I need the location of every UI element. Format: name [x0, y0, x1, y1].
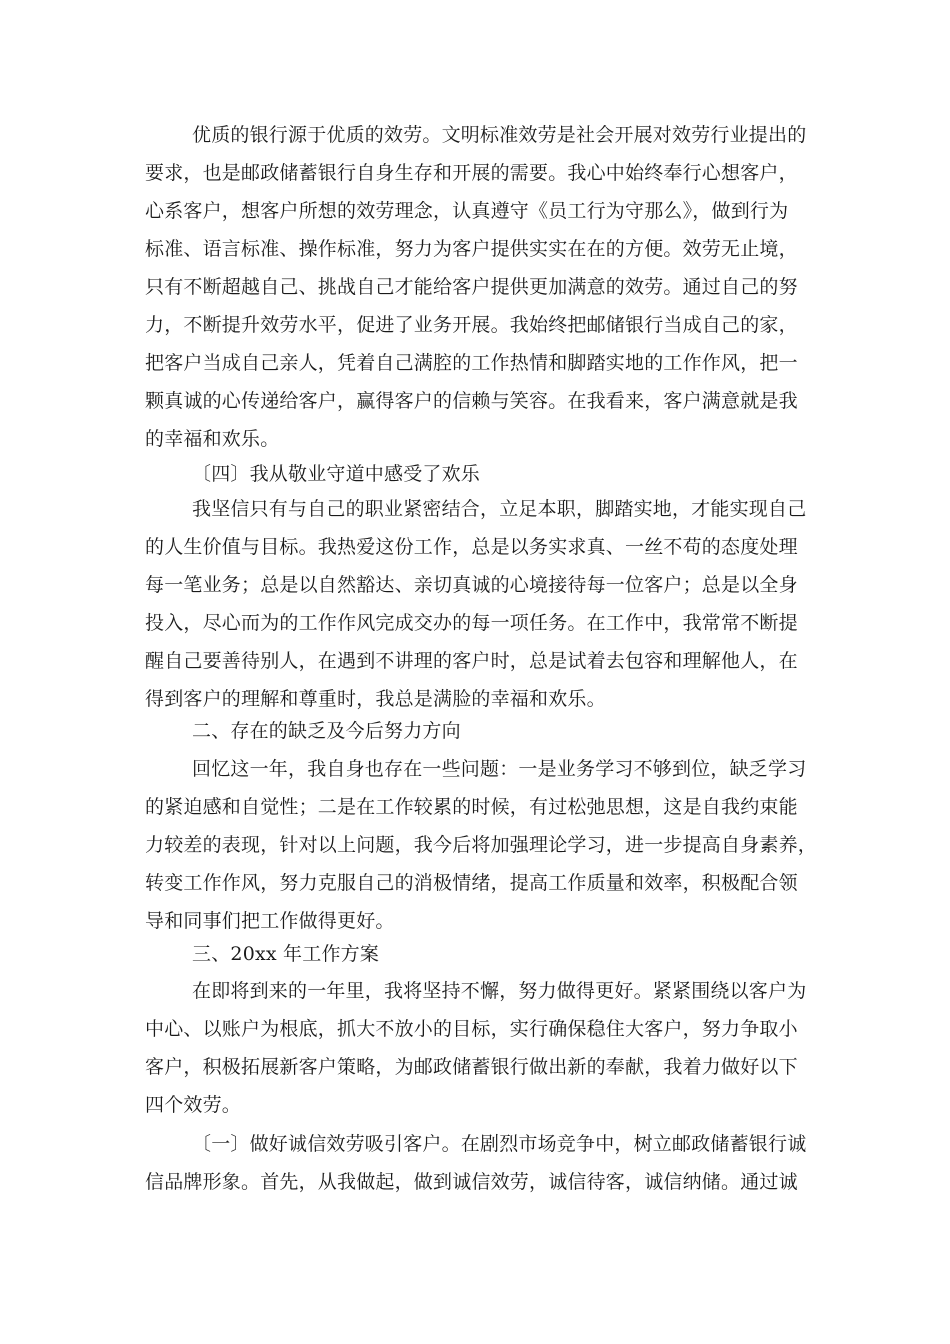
paragraph-line: 中心、以账户为根底，抓大不放小的目标，实行确保稳住大客户，努力争取小 — [145, 1018, 798, 1040]
paragraph-line: 在即将到来的一年里，我将坚持不懈，努力做得更好。紧紧围绕以客户为 — [192, 980, 807, 1002]
paragraph-line: 颗真诚的心传递给客户，赢得客户的信赖与笑容。在我看来，客户满意就是我 — [145, 390, 798, 412]
paragraph-line: 回忆这一年，我自身也存在一些问题：一是业务学习不够到位，缺乏学习 — [192, 758, 807, 780]
paragraph-line: 把客户当成自己亲人，凭着自己满腔的工作热情和脚踏实地的工作作风，把一 — [145, 352, 798, 374]
paragraph-line: 的幸福和欢乐。 — [145, 428, 280, 450]
paragraph-line: 只有不断超越自己、挑战自己才能给客户提供更加满意的效劳。通过自己的努 — [145, 276, 798, 298]
section-heading: 〔四〕我从敬业守道中感受了欢乐 — [192, 463, 481, 485]
paragraph-line: 导和同事们把工作做得更好。 — [145, 910, 395, 932]
paragraph-line: 客户，积极拓展新客户策略，为邮政储蓄银行做出新的奉献，我着力做好以下 — [145, 1056, 798, 1078]
paragraph-line: 要求，也是邮政储蓄银行自身生存和开展的需要。我心中始终奉行心想客户， — [145, 162, 798, 184]
section-heading: 三、20xx 年工作方案 — [192, 943, 380, 965]
paragraph-line: 〔一〕做好诚信效劳吸引客户。在剧烈市场竞争中，树立邮政储蓄银行诚 — [192, 1133, 807, 1155]
paragraph-line: 转变工作作风，努力克服自己的消极情绪，提高工作质量和效率，积极配合领 — [145, 872, 798, 894]
paragraph-line: 得到客户的理解和尊重时，我总是满脸的幸福和欢乐。 — [145, 688, 606, 710]
paragraph-line: 标准、语言标准、操作标准，努力为客户提供实实在在的方便。效劳无止境， — [145, 238, 798, 260]
paragraph-line: 信品牌形象。首先，从我做起，做到诚信效劳，诚信待客，诚信纳储。通过诚 — [145, 1171, 798, 1193]
paragraph-line: 醒自己要善待别人，在遇到不讲理的客户时，总是试着去包容和理解他人，在 — [145, 650, 798, 672]
paragraph-line: 力较差的表现，针对以上问题，我今后将加强理论学习，进一步提高自身素养， — [145, 834, 818, 856]
paragraph-line: 力，不断提升效劳水平，促进了业务开展。我始终把邮储银行当成自己的家， — [145, 314, 798, 336]
paragraph-line: 的人生价值与目标。我热爱这份工作，总是以务实求真、一丝不苟的态度处理 — [145, 536, 798, 558]
paragraph-line: 我坚信只有与自己的职业紧密结合，立足本职，脚踏实地，才能实现自己 — [192, 498, 807, 520]
paragraph-line: 的紧迫感和自觉性；二是在工作较累的时候，有过松弛思想，这是自我约束能 — [145, 796, 798, 818]
paragraph-line: 每一笔业务；总是以自然豁达、亲切真诚的心境接待每一位客户；总是以全身 — [145, 574, 798, 596]
paragraph-line: 四个效劳。 — [145, 1094, 242, 1116]
paragraph-line: 心系客户，想客户所想的效劳理念，认真遵守《员工行为守那么》，做到行为 — [145, 200, 789, 222]
paragraph-line: 投入，尽心而为的工作作风完成交办的每一项任务。在工作中，我常常不断提 — [145, 612, 798, 634]
paragraph-line: 优质的银行源于优质的效劳。文明标准效劳是社会开展对效劳行业提出的 — [192, 124, 807, 146]
section-heading: 二、存在的缺乏及今后努力方向 — [192, 720, 461, 742]
